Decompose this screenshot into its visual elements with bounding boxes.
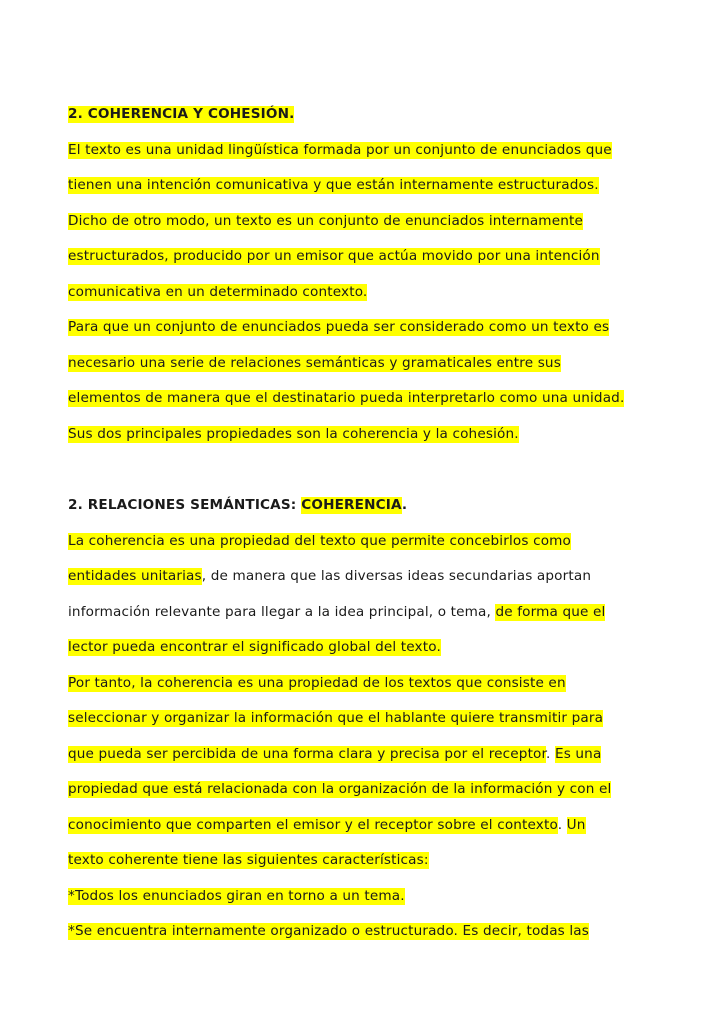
s1-text-3: Dicho de otro modo, un texto es un conjunto de enunciados internamente	[68, 212, 583, 229]
s2-line-4	[68, 637, 678, 673]
document-page	[68, 104, 678, 957]
s2-line-12	[68, 921, 678, 957]
s2-line-9	[68, 815, 678, 851]
s1-text-9: Sus dos principales propiedades son la coherencia y la cohesión.	[68, 425, 519, 442]
section-gap	[68, 459, 678, 495]
s1-text-4: estructurados, producido por un emisor que actúa movido por una intención	[68, 248, 600, 264]
s1-text-2: tienen una intención comunicativa y que están internamente estructurados.	[68, 177, 599, 193]
s1-text-7: necesario una serie de relaciones semánticas y gramaticales entre sus	[68, 354, 561, 371]
s2-text-8: propiedad que está relacionada con la organización de la información y con el	[68, 781, 612, 797]
s1-line-4	[68, 246, 678, 282]
s2-text-1: La coherencia es una propiedad del texto que permite concebirlos como	[68, 532, 572, 549]
s1-line-8	[68, 388, 678, 424]
s2-text-5: Por tanto, la coherencia es una propiedad de los textos que consiste en	[68, 674, 566, 691]
s1-line-7	[68, 353, 678, 389]
s1-line-6	[68, 317, 678, 353]
section2-heading-suffix: .	[401, 497, 408, 513]
s2-text-10: texto coherente tiene las siguientes características:	[68, 852, 429, 868]
s2-text-7a: que pueda ser percibida de una forma clara y precisa por el receptor	[68, 745, 547, 762]
s2-text-2a: entidades unitarias	[68, 568, 202, 584]
s1-text-5: comunicativa en un determinado contexto.	[68, 283, 368, 300]
s2-text-9c: Un	[566, 816, 586, 833]
s2-text-4: lector pueda encontrar el significado global del texto.	[68, 639, 441, 655]
s2-line-2	[68, 566, 678, 602]
s1-line-1	[68, 140, 678, 176]
s2-text-6: seleccionar y organizar la información que el hablante quiere transmitir para	[68, 710, 604, 726]
s1-line-3	[68, 211, 678, 247]
s2-line-6	[68, 708, 678, 744]
s2-text-9a: conocimiento que comparten el emisor y el receptor sobre el contexto	[68, 816, 558, 833]
s2-line-3	[68, 602, 678, 638]
s2-text-3a: información relevante para llegar a la idea principal, o tema,	[68, 603, 496, 620]
s1-text-8: elementos de manera que el destinatario pueda interpretarlo como una unidad.	[68, 390, 625, 406]
s2-text-7c: Es una	[554, 745, 602, 762]
s1-line-2	[68, 175, 678, 211]
s2-line-11	[68, 886, 678, 922]
s2-line-8	[68, 779, 678, 815]
s1-text-1: El texto es una unidad lingüística formada por un conjunto de enunciados que	[68, 141, 612, 158]
section1-heading: 2. COHERENCIA Y COHESIÓN.	[68, 106, 295, 122]
section2-heading-line	[68, 495, 678, 531]
s1-line-9	[68, 424, 678, 460]
s2-line-7	[68, 744, 678, 780]
s1-text-6: Para que un conjunto de enunciados pueda ser considerado como un texto es	[68, 319, 610, 335]
s2-line-10	[68, 850, 678, 886]
section1-heading-line	[68, 104, 678, 140]
section2-heading-prefix: 2. RELACIONES SEMÁNTICAS:	[68, 497, 302, 513]
s1-line-5	[68, 282, 678, 318]
s2-text-12: *Se encuentra internamente organizado o estructurado. Es decir, todas las	[68, 923, 590, 939]
s2-text-11: *Todos los enunciados giran en torno a un tema.	[68, 887, 405, 904]
s2-line-5	[68, 673, 678, 709]
s2-text-3b: de forma que el	[495, 603, 606, 620]
s2-text-9b: .	[557, 816, 567, 833]
s2-text-7b: .	[546, 745, 555, 762]
section2-heading-highlight: COHERENCIA	[301, 497, 402, 513]
s2-line-1	[68, 531, 678, 567]
s2-text-2b: , de manera que las diversas ideas secundarias aportan	[201, 568, 592, 584]
